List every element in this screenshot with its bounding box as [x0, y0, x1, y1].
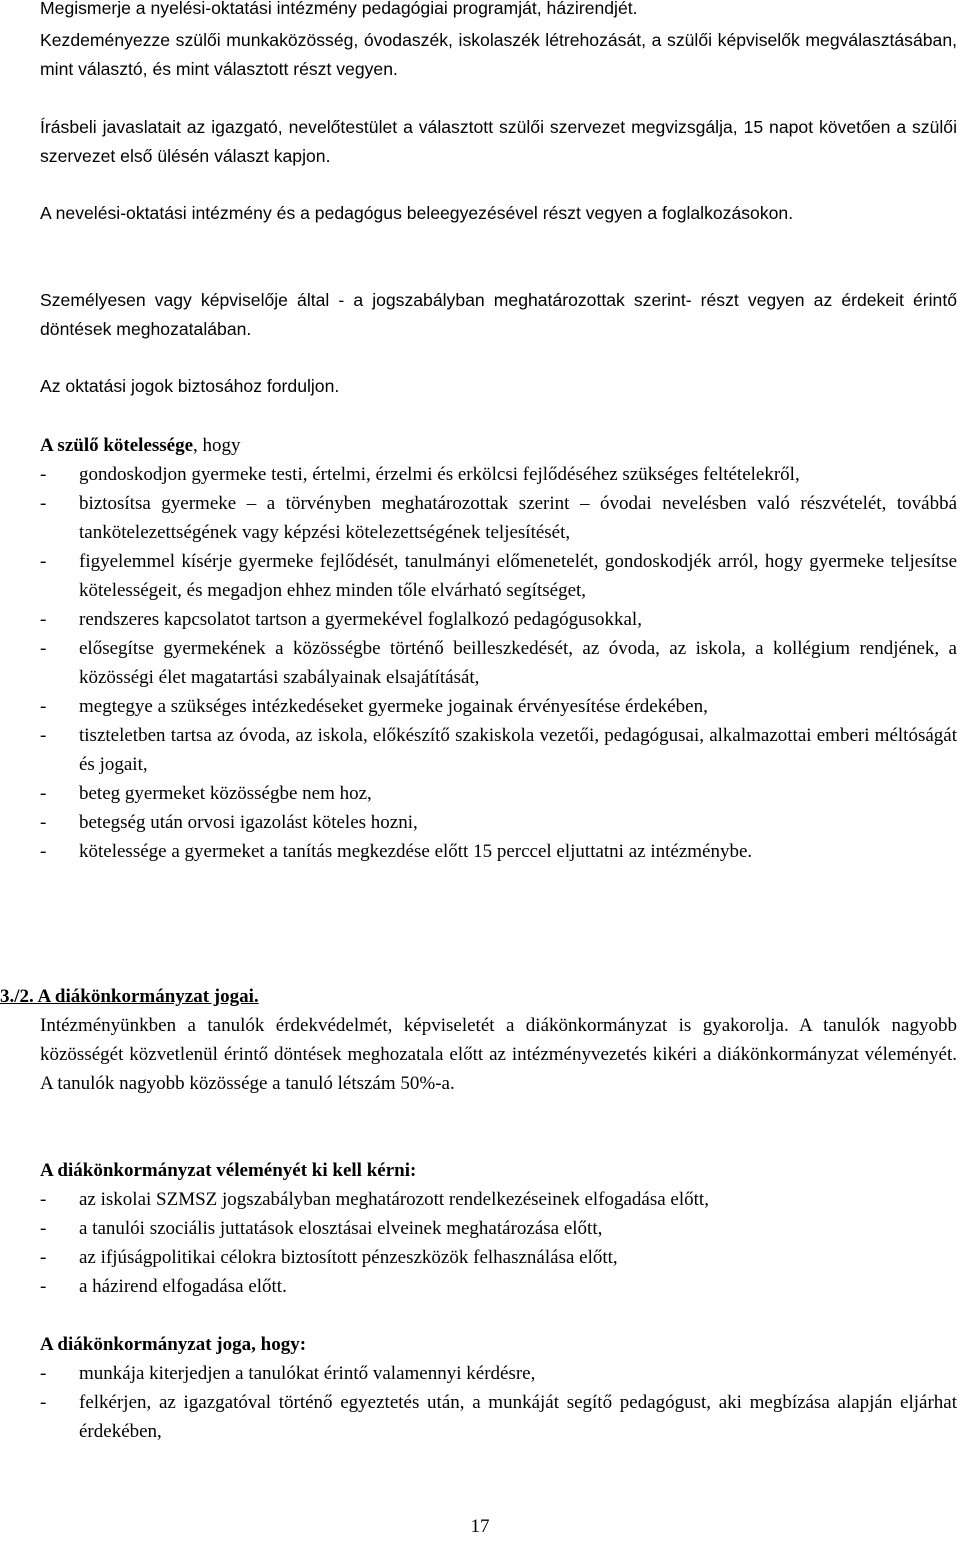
paragraph-parent-organizations: Kezdeményezze szülői munkaközösség, óvodaszék, iskolaszék létrehozását, a szülői képviselők megválasztásában, mint választó, és mint választott részt vegyen.: [40, 30, 957, 79]
rights-heading: A diákönkormányzat joga, hogy:: [40, 1334, 307, 1355]
parent-duties-heading-bold: A szülő kötelessége: [40, 435, 194, 456]
paragraph-decisions: Személyesen vagy képviselője által - a jogszabályban meghatározottak szerint- részt vegyen az érdekeit érintő döntések meghozatalában.: [40, 290, 957, 339]
paragraph-ombudsman: Az oktatási jogok biztosához forduljon.: [40, 376, 340, 396]
opinion-heading: A diákönkormányzat véleményét ki kell kérni:: [40, 1160, 417, 1181]
list-item: - felkérjen, az igazgatóval történő egyeztetés után, a munkáját segítő pedagógust, aki megbízása alapján eljárhat érdekében,: [40, 1388, 957, 1446]
list-item: - munkája kiterjedjen a tanulókat érintő valamennyi kérdésre,: [40, 1359, 957, 1388]
rights-list: [40, 1359, 957, 1446]
list-item: - biztosítsa gyermeke – a törvényben meghatározottak szerint – óvodai nevelésben való részvételét, továbbá tankötelezettségének vagy képzési kötelezettségének teljesítését,: [40, 489, 957, 547]
parent-duties-heading: [40, 431, 957, 460]
opinion-list: [40, 1185, 957, 1301]
list-item: - betegség után orvosi igazolást köteles hozni,: [40, 808, 957, 837]
list-item: - a tanulói szociális juttatások elosztásai elveinek meghatározása előtt,: [40, 1214, 957, 1243]
paragraph-written-proposals: Írásbeli javaslatait az igazgató, nevelőtestület a választott szülői szervezet megvizsgálja, 15 napot követően a szülői szervezet első ülésén választ kapjon.: [40, 117, 957, 166]
student-council-intro: Intézményünkben a tanulók érdekvédelmét, képviseletét a diákönkormányzat is gyakorolja. A tanulók nagyobb közösségét közvetlenül érintő döntések meghozatala előtt az intézményvezetés kikéri a diákönkormányzat véleményét. A tanulók nagyobb közössége a tanuló létszám 50%-a.: [40, 1015, 957, 1094]
list-item: - elősegítse gyermekének a közösségbe történő beilleszkedését, az óvoda, az iskola, a kollégium rendjének, a közösségi élet magatartási szabályainak elsajátítását,: [40, 634, 957, 692]
list-item: - kötelessége a gyermeket a tanítás megkezdése előtt 15 perccel eljuttatni az intézménybe.: [40, 837, 957, 866]
list-item: - az ifjúságpolitikai célokra biztosított pénzeszközök felhasználása előtt,: [40, 1243, 957, 1272]
list-item: - a házirend elfogadása előtt.: [40, 1272, 957, 1301]
list-item: - beteg gyermeket közösségbe nem hoz,: [40, 779, 957, 808]
list-item: - rendszeres kapcsolatot tartson a gyermekével foglalkozó pedagógusokkal,: [40, 605, 957, 634]
paragraph-program: Megismerje a nyelési-oktatási intézmény pedagógiai programját, házirendjét.: [40, 0, 638, 18]
list-item: - tiszteletben tartsa az óvoda, az iskola, előkészítő szakiskola vezetői, pedagógusai, alkalmazottai emberi méltóságát és jogait,: [40, 721, 957, 779]
paragraph-attend-sessions: A nevelési-oktatási intézmény és a pedagógus beleegyezésével részt vegyen a foglalkozásokon.: [40, 203, 794, 223]
parent-duties-list: [40, 460, 957, 866]
list-item: - az iskolai SZMSZ jogszabályban meghatározott rendelkezéseinek elfogadása előtt,: [40, 1185, 957, 1214]
section-heading: 3./2. A diákönkormányzat jogai.: [0, 986, 259, 1007]
list-item: - gondoskodjon gyermeke testi, értelmi, érzelmi és erkölcsi fejlődéséhez szükséges feltételekről,: [40, 460, 957, 489]
page-number: 17: [470, 1516, 490, 1537]
parent-duties-heading-suffix: , hogy: [193, 435, 241, 456]
list-item: - figyelemmel kísérje gyermeke fejlődését, tanulmányi előmenetelét, gondoskodjék arról, hogy gyermeke teljesítse kötelességeit, és megadjon ehhez minden tőle elvárható segítséget,: [40, 547, 957, 605]
list-item: - megtegye a szükséges intézkedéseket gyermeke jogainak érvényesítése érdekében,: [40, 692, 957, 721]
